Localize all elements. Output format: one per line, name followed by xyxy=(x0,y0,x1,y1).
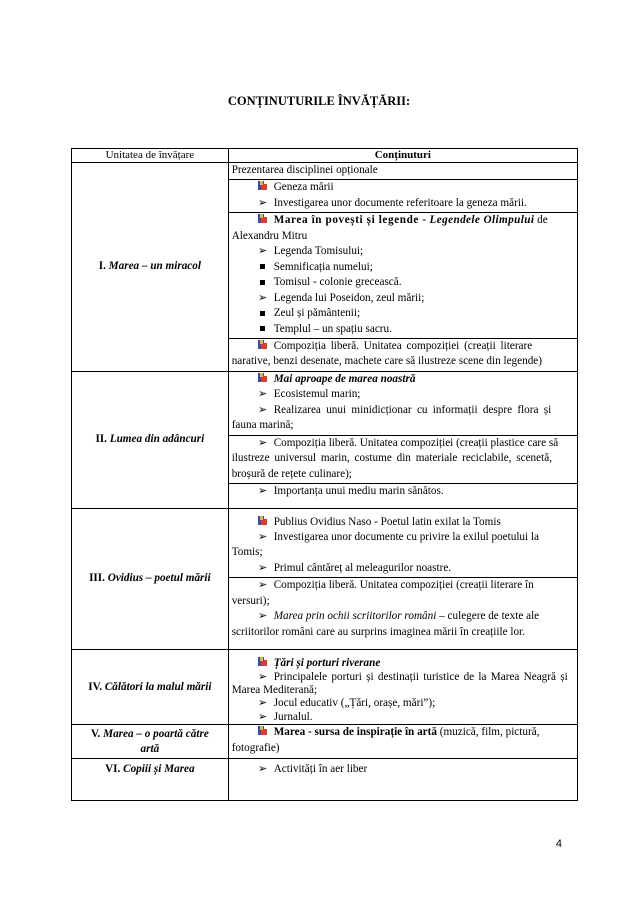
unit-6-cell xyxy=(72,759,229,801)
bookmark-icon xyxy=(257,656,268,667)
anthology-text: – culegere de texte ale xyxy=(439,610,540,623)
unit-2-block-b xyxy=(229,436,577,484)
legends-de-text: de xyxy=(537,214,548,227)
arrow-bullet-icon: ➢ xyxy=(258,610,268,623)
legends-bold-text: Marea în povești și legende - xyxy=(273,214,427,227)
composition-text-1: Compoziția liberă. Unitatea compoziției (creații literare xyxy=(273,339,533,352)
unit-row-2 xyxy=(72,371,578,508)
header-unit: Unitatea de învățare xyxy=(72,149,229,163)
bookmark-icon xyxy=(257,180,268,191)
ovid-text: Publius Ovidius Naso - Poetul latin exilat la Tomis xyxy=(273,515,501,528)
genesis-text: Geneza mării xyxy=(273,181,334,194)
unit-6-content xyxy=(228,759,577,801)
plastic-composition-text-1: Compoziția liberă. Unitatea compoziției (creații plastice care să xyxy=(273,436,559,449)
unit-2-num: II. xyxy=(95,432,107,445)
bookmark-icon xyxy=(257,372,268,383)
unit-row-4 xyxy=(72,650,578,725)
poseidon-text: Legenda lui Poseidon, zeul mării; xyxy=(273,291,425,304)
art-inspiration-text: Marea - sursa de inspirație în artă xyxy=(273,726,437,739)
bookmark-icon xyxy=(257,725,268,736)
unit-row-6 xyxy=(72,759,578,801)
arrow-bullet-icon: ➢ xyxy=(258,561,268,574)
unit-row-5 xyxy=(72,725,578,759)
unit-5-name-2: artă xyxy=(140,742,160,755)
table-header-row xyxy=(72,149,578,163)
unit-6-name: Copiii și Marea xyxy=(123,763,195,776)
unit-5-cell xyxy=(72,725,229,759)
unit-6-num: VI. xyxy=(105,763,121,776)
unit-5-name-1: Marea – o poartă către xyxy=(103,728,209,741)
unit-2-cell xyxy=(72,371,229,508)
main-ports-text-2: Marea Mediterană; xyxy=(231,684,318,697)
author-text: Alexandru Mitru xyxy=(231,229,308,242)
bookmark-icon xyxy=(257,339,268,350)
page-title: CONȚINUTURILE ÎNVĂȚĂRII: xyxy=(227,94,411,108)
plastic-composition-text-3: broșură de rețete culinare); xyxy=(231,467,352,480)
unit-1-block-b xyxy=(229,213,577,339)
exile-docs-text-1: Investigarea unor documente cu privire la exilul poetului la xyxy=(273,530,540,543)
intro-line xyxy=(229,163,577,180)
bookmark-icon xyxy=(257,515,268,526)
arrow-bullet-icon: ➢ xyxy=(258,196,268,209)
investigation-text: Investigarea unor documente referitoare la geneza mării. xyxy=(273,196,527,209)
name-meaning-text: Semnificația numelui; xyxy=(273,260,373,273)
arrow-bullet-icon: ➢ xyxy=(258,579,268,592)
mini-dictionary-text-2: fauna marină; xyxy=(231,419,294,432)
unit-3-num: III. xyxy=(89,572,105,585)
unit-3-content xyxy=(228,508,577,650)
square-bullet-icon xyxy=(260,264,265,269)
unit-1-content xyxy=(228,163,577,372)
unit-1-block-c xyxy=(229,339,577,371)
arrow-bullet-icon: ➢ xyxy=(258,291,268,304)
unit-3-block-b xyxy=(229,578,577,649)
unit-row-3 xyxy=(72,508,578,650)
unit-4-cell xyxy=(72,650,229,725)
temple-text: Templul – un spațiu sacru. xyxy=(273,322,392,335)
unit-4-name: Călători la malul mării xyxy=(104,680,212,693)
main-ports-text-1: Principalele porturi și destinații turistice de la Marea Neagră și xyxy=(273,670,568,683)
unit-1-block-a xyxy=(229,180,577,213)
writers-eyes-text: Marea prin ochii scriitorilor români xyxy=(273,610,437,623)
healthy-environment-text: Importanța unui mediu marin sănătos. xyxy=(273,485,444,498)
arrow-bullet-icon: ➢ xyxy=(258,530,268,543)
ecosystem-text: Ecosistemul marin; xyxy=(273,388,361,401)
arrow-bullet-icon: ➢ xyxy=(258,436,268,449)
countries-ports-text: Țări și porturi riverane xyxy=(273,657,381,670)
unit-2-name: Lumea din adâncuri xyxy=(109,432,205,445)
composition-text-2: narative, benzi desenate, machete care să ilustreze scene din legende) xyxy=(231,355,542,368)
verse-composition-text-2: versuri); xyxy=(231,594,270,607)
mini-dictionary-text-1: Realizarea unui minidicționar cu informații despre flora și xyxy=(273,403,552,416)
unit-2-block-a xyxy=(229,372,577,436)
art-types-text: (muzică, film, pictură, xyxy=(439,726,540,739)
page-number: 4 xyxy=(555,838,562,850)
closer-sea-text: Mai aproape de marea noastră xyxy=(273,372,416,385)
unit-1-name: Marea – un miracol xyxy=(108,260,201,273)
unit-2-block-c xyxy=(229,484,577,507)
god-earthlings-text: Zeul și pământenii; xyxy=(273,307,361,320)
header-content: Conținuturi xyxy=(228,149,577,163)
arrow-bullet-icon: ➢ xyxy=(258,245,268,258)
greek-colony-text: Tomisul - colonie grecească. xyxy=(273,276,402,289)
arrow-bullet-icon: ➢ xyxy=(258,670,268,683)
legends-title-text: Legendele Olimpului xyxy=(429,214,535,227)
tomis-legend-text: Legenda Tomisului; xyxy=(273,245,364,258)
square-bullet-icon xyxy=(260,326,265,331)
arrow-bullet-icon: ➢ xyxy=(258,763,268,776)
unit-4-num: IV. xyxy=(88,680,103,693)
unit-1-num: I. xyxy=(98,260,106,273)
arrow-bullet-icon: ➢ xyxy=(258,697,268,710)
journal-text: Jurnalul. xyxy=(273,710,313,723)
first-singer-text: Primul cântăreț al meleagurilor noastre. xyxy=(273,561,452,574)
square-bullet-icon xyxy=(260,280,265,285)
unit-5-num: V. xyxy=(90,728,101,741)
outdoor-activities-text: Activități în aer liber xyxy=(273,763,368,776)
unit-3-name: Ovidius – poetul mării xyxy=(107,572,211,585)
unit-1-cell xyxy=(72,163,229,372)
unit-2-content xyxy=(228,371,577,508)
educational-game-text: Jocul educativ („Țări, orașe, mări”); xyxy=(273,697,436,710)
unit-4-content xyxy=(228,650,577,725)
unit-row-1 xyxy=(72,163,578,372)
anthology-text-2: scriitorilor români care au surprins imaginea mării în creațiile lor. xyxy=(231,625,525,638)
verse-composition-text-1: Compoziția liberă. Unitatea compoziției (creații literare în xyxy=(273,579,534,592)
content-table xyxy=(71,148,578,801)
unit-5-content xyxy=(228,725,577,759)
plastic-composition-text-2: ilustreze universul marin, costume din materiale reciclabile, scenetă, xyxy=(231,452,552,465)
unit-3-cell xyxy=(72,508,229,650)
intro-text: Prezentarea disciplinei opționale xyxy=(231,164,378,176)
square-bullet-icon xyxy=(260,311,265,316)
bookmark-icon xyxy=(257,213,268,224)
arrow-bullet-icon: ➢ xyxy=(258,485,268,498)
arrow-bullet-icon: ➢ xyxy=(258,403,268,416)
arrow-bullet-icon: ➢ xyxy=(258,388,268,401)
unit-3-block-a xyxy=(229,509,577,579)
exile-docs-text-2: Tomis; xyxy=(231,546,263,559)
photography-text: fotografie) xyxy=(231,741,280,754)
arrow-bullet-icon: ➢ xyxy=(258,710,268,723)
